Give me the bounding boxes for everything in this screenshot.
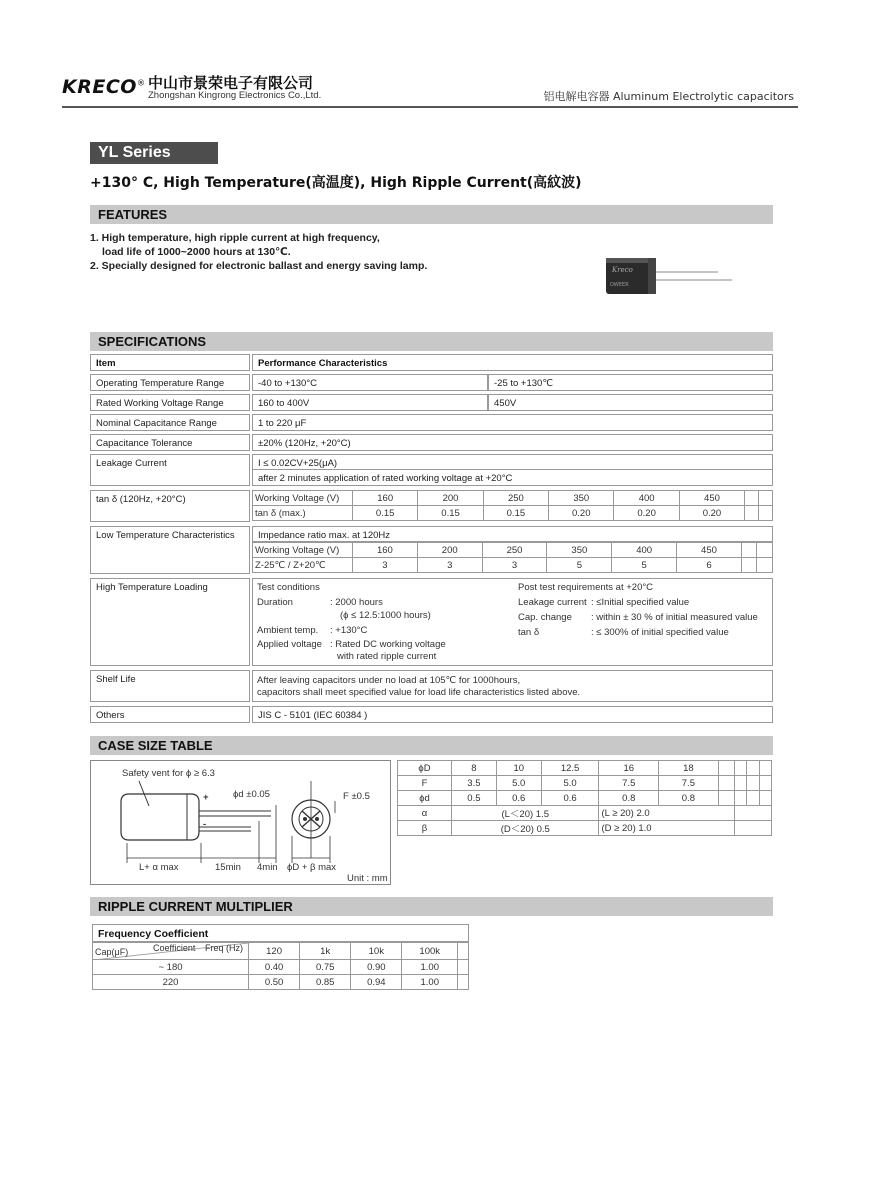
voltage-cell: 160 xyxy=(353,491,418,506)
freq-header: 1k xyxy=(300,943,351,960)
voltage-cell: 250 xyxy=(483,491,548,506)
ripple-coef-cell: 0.75 xyxy=(300,960,351,975)
post-cap-change-label: Cap. change xyxy=(518,612,572,623)
empty-cell xyxy=(759,791,771,806)
lead-length-label: 15min xyxy=(215,862,241,873)
capacitor-image xyxy=(596,250,736,310)
freq-header: 100k xyxy=(402,943,458,960)
empty-cell xyxy=(735,806,772,821)
post-tan-delta-label: tan δ xyxy=(518,627,540,638)
empty-cell xyxy=(718,791,734,806)
spec-value-nominal-cap: 1 to 220 μF xyxy=(252,414,773,431)
spec-label-low-temp: Low Temperature Characteristics xyxy=(90,526,250,574)
case-cell: 5.0 xyxy=(496,776,541,791)
beta-small: (D＜20) 0.5 xyxy=(452,821,599,836)
case-cell: 8 xyxy=(452,761,497,776)
spec-value-others: JIS C - 5101 (IEC 60384 ) xyxy=(252,706,773,723)
duration-label: Duration xyxy=(257,597,293,608)
post-cap-change-value: : within ± 30 % of initial measured value xyxy=(591,612,758,623)
spec-label-nominal-cap: Nominal Capacitance Range xyxy=(90,414,250,431)
ripple-cap-cell: 220 xyxy=(93,975,249,990)
specifications-heading: SPECIFICATIONS xyxy=(90,332,773,351)
case-cell: 7.5 xyxy=(659,776,719,791)
features-heading: FEATURES xyxy=(90,205,773,224)
case-row-label: α xyxy=(398,806,452,821)
spec-col-item: Item xyxy=(90,354,250,371)
empty-cell xyxy=(458,975,469,990)
tan-delta-row-label: tan δ (max.) xyxy=(253,506,353,521)
voltage-cell: 160 xyxy=(353,543,418,558)
shelf-life-line-2: capacitors shall meet specified value for load life characteristics listed above. xyxy=(257,687,581,698)
voltage-cell: 450 xyxy=(677,543,742,558)
applied-voltage-value: : Rated DC working voltage xyxy=(330,639,446,650)
case-row-label: ϕD xyxy=(398,761,452,776)
empty-cell xyxy=(718,776,734,791)
applied-voltage-note: with rated ripple current xyxy=(337,651,437,662)
feature-item: 1. High temperature, high ripple current at high frequency, xyxy=(90,232,380,244)
feature-item: 2. Specially designed for electronic ballast and energy saving lamp. xyxy=(90,260,428,272)
empty-cell xyxy=(741,543,757,558)
spec-label-shelf-life: Shelf Life xyxy=(90,670,250,702)
spec-label-others: Others xyxy=(90,706,250,723)
case-cell: 18 xyxy=(659,761,719,776)
empty-cell xyxy=(735,761,747,776)
low-temp-table xyxy=(252,542,773,573)
empty-cell xyxy=(741,558,757,573)
series-subtitle: +130° C, High Temperature(高温度), High Ripple Current(高紋波) xyxy=(90,175,582,191)
case-row-label: β xyxy=(398,821,452,836)
case-row-label: ϕd xyxy=(398,791,452,806)
ripple-coef-cell: 0.40 xyxy=(249,960,300,975)
empty-cell xyxy=(745,491,759,506)
ripple-coef-cell: 0.85 xyxy=(300,975,351,990)
freq-header: 10k xyxy=(351,943,402,960)
ripple-table xyxy=(92,942,469,990)
post-tan-delta-value: : ≤ 300% of initial specified value xyxy=(591,627,729,638)
impedance-cell: 3 xyxy=(482,558,547,573)
tan-delta-table xyxy=(252,490,773,521)
voltage-cell: 350 xyxy=(547,543,612,558)
test-conditions-label: Test conditions xyxy=(257,582,320,593)
empty-cell xyxy=(747,791,759,806)
case-dimension-diagram xyxy=(90,760,391,885)
spec-col-performance: Performance Characteristics xyxy=(252,354,773,371)
negative-mark: - xyxy=(203,819,207,830)
spec-label-leakage: Leakage Current xyxy=(90,454,250,486)
spec-label-rated-voltage: Rated Working Voltage Range xyxy=(90,394,250,411)
case-size-heading: CASE SIZE TABLE xyxy=(90,736,773,755)
company-name-en: Zhongshan Kingrong Electronics Co.,Ltd. xyxy=(148,90,322,101)
positive-mark: + xyxy=(203,792,209,803)
case-cell: 0.5 xyxy=(452,791,497,806)
tan-delta-cell: 0.15 xyxy=(418,506,483,521)
low-temp-row-label: Z-25℃ / Z+20℃ xyxy=(253,558,353,573)
empty-cell xyxy=(759,506,773,521)
ripple-coef-cell: 0.94 xyxy=(351,975,402,990)
spec-label-cap-tolerance: Capacitance Tolerance xyxy=(90,434,250,451)
applied-voltage-label: Applied voltage xyxy=(257,639,322,650)
tan-delta-cell: 0.20 xyxy=(679,506,744,521)
ripple-cap-cell: ~ 180 xyxy=(93,960,249,975)
corner-freq-label: Freq (Hz) xyxy=(205,943,243,953)
ambient-value: : +130°C xyxy=(330,625,368,636)
svg-text:Kreco: Kreco xyxy=(612,266,633,274)
spec-label-high-temp: High Temperature Loading xyxy=(90,578,250,666)
ripple-table-title: Frequency Coefficient xyxy=(92,924,469,942)
lead-min-label: 4min xyxy=(257,862,278,873)
case-cell: 3.5 xyxy=(452,776,497,791)
empty-cell xyxy=(735,776,747,791)
product-category: 铝电解电容器 Aluminum Electrolytic capacitors xyxy=(543,90,794,103)
tan-delta-cell: 0.15 xyxy=(483,506,548,521)
freq-header: 120 xyxy=(249,943,300,960)
features-list xyxy=(90,231,427,273)
voltage-cell: 200 xyxy=(418,491,483,506)
case-cell: 0.8 xyxy=(599,791,659,806)
corner-coefficient-label: Coefficient xyxy=(153,943,196,953)
empty-cell xyxy=(745,506,759,521)
impedance-cell: 6 xyxy=(677,558,742,573)
spec-value-low-temp-header: Impedance ratio max. at 120Hz xyxy=(252,526,773,542)
duration-value: : 2000 hours xyxy=(330,597,383,608)
low-temp-row-label: Working Voltage (V) xyxy=(253,543,353,558)
case-row-label: F xyxy=(398,776,452,791)
empty-cell xyxy=(759,491,773,506)
safety-vent-label: Safety vent for ϕ ≥ 6.3 xyxy=(122,768,215,779)
beta-large: (D ≥ 20) 1.0 xyxy=(599,821,735,836)
spec-label-tan-delta: tan δ (120Hz, +20°C) xyxy=(90,490,250,522)
series-title: YL Series xyxy=(90,142,218,164)
case-cell: 12.5 xyxy=(541,761,599,776)
post-test-label: Post test requirements at +20°C xyxy=(518,582,654,593)
voltage-cell: 350 xyxy=(549,491,614,506)
ripple-coef-cell: 1.00 xyxy=(402,960,458,975)
impedance-cell: 5 xyxy=(547,558,612,573)
case-cell: 5.0 xyxy=(541,776,599,791)
ripple-corner-cell xyxy=(93,943,249,960)
feature-item: load life of 1000~2000 hours at 130℃. xyxy=(102,246,291,258)
ripple-coef-cell: 0.50 xyxy=(249,975,300,990)
shelf-life-line-1: After leaving capacitors under no load at 105℃ for 1000hours, xyxy=(257,675,521,686)
empty-cell xyxy=(759,761,771,776)
header-divider xyxy=(62,106,798,108)
spec-value-leakage-formula: I ≤ 0.02CV+25(μA) xyxy=(252,454,773,470)
voltage-cell: 400 xyxy=(612,543,677,558)
ripple-heading: RIPPLE CURRENT MULTIPLIER xyxy=(90,897,773,916)
spec-label-operating-temp: Operating Temperature Range xyxy=(90,374,250,391)
lead-diameter-label: ϕd ±0.05 xyxy=(233,789,270,800)
spec-value-rated-voltage-1: 160 to 400V xyxy=(252,394,488,411)
case-cell: 0.8 xyxy=(659,791,719,806)
tan-delta-row-label: Working Voltage (V) xyxy=(253,491,353,506)
tan-delta-cell: 0.20 xyxy=(614,506,679,521)
company-name-cn: 中山市景荣电子有限公司 xyxy=(148,74,314,92)
post-leakage-label: Leakage current xyxy=(518,597,587,608)
case-size-table xyxy=(397,760,772,836)
empty-cell xyxy=(759,776,771,791)
duration-note: (ϕ ≤ 12.5:1000 hours) xyxy=(340,610,431,621)
voltage-cell: 400 xyxy=(614,491,679,506)
voltage-cell: 250 xyxy=(482,543,547,558)
empty-cell xyxy=(735,791,747,806)
spec-value-operating-temp-2: -25 to +130℃ xyxy=(488,374,773,391)
tan-delta-cell: 0.15 xyxy=(353,506,418,521)
case-cell: 0.6 xyxy=(541,791,599,806)
empty-cell xyxy=(747,776,759,791)
spec-value-rated-voltage-2: 450V xyxy=(488,394,773,411)
voltage-cell: 200 xyxy=(417,543,482,558)
page-header xyxy=(62,68,798,110)
empty-cell xyxy=(718,761,734,776)
unit-label: Unit : mm xyxy=(347,873,388,884)
impedance-cell: 3 xyxy=(353,558,418,573)
tan-delta-cell: 0.20 xyxy=(549,506,614,521)
case-cell: 7.5 xyxy=(599,776,659,791)
ambient-label: Ambient temp. xyxy=(257,625,319,636)
spec-value-cap-tolerance: ±20% (120Hz, +20°C) xyxy=(252,434,773,451)
impedance-cell: 5 xyxy=(612,558,677,573)
body-length-label: L+ α max xyxy=(139,862,179,873)
case-cell: 10 xyxy=(496,761,541,776)
empty-cell xyxy=(458,960,469,975)
empty-cell xyxy=(757,543,773,558)
empty-cell xyxy=(757,558,773,573)
svg-text:OWEER: OWEER xyxy=(610,282,629,288)
ripple-coef-cell: 1.00 xyxy=(402,975,458,990)
diameter-label: ϕD + β max xyxy=(287,862,337,873)
empty-cell xyxy=(747,761,759,776)
spec-value-operating-temp-1: -40 to +130°C xyxy=(252,374,488,391)
impedance-cell: 3 xyxy=(417,558,482,573)
lead-spacing-label: F ±0.5 xyxy=(343,791,370,802)
post-leakage-value: : ≤Initial specified value xyxy=(591,597,690,608)
ripple-coef-cell: 0.90 xyxy=(351,960,402,975)
voltage-cell: 450 xyxy=(679,491,744,506)
company-logo: KRECO® xyxy=(62,76,146,98)
empty-cell xyxy=(735,821,772,836)
alpha-long: (L ≥ 20) 2.0 xyxy=(599,806,735,821)
case-cell: 16 xyxy=(599,761,659,776)
case-cell: 0.6 xyxy=(496,791,541,806)
spec-value-leakage-note: after 2 minutes application of rated working voltage at +20°C xyxy=(252,469,773,486)
alpha-short: (L＜20) 1.5 xyxy=(452,806,599,821)
corner-cap-label: Cap(μF) xyxy=(95,947,129,957)
empty-cell xyxy=(458,943,469,960)
